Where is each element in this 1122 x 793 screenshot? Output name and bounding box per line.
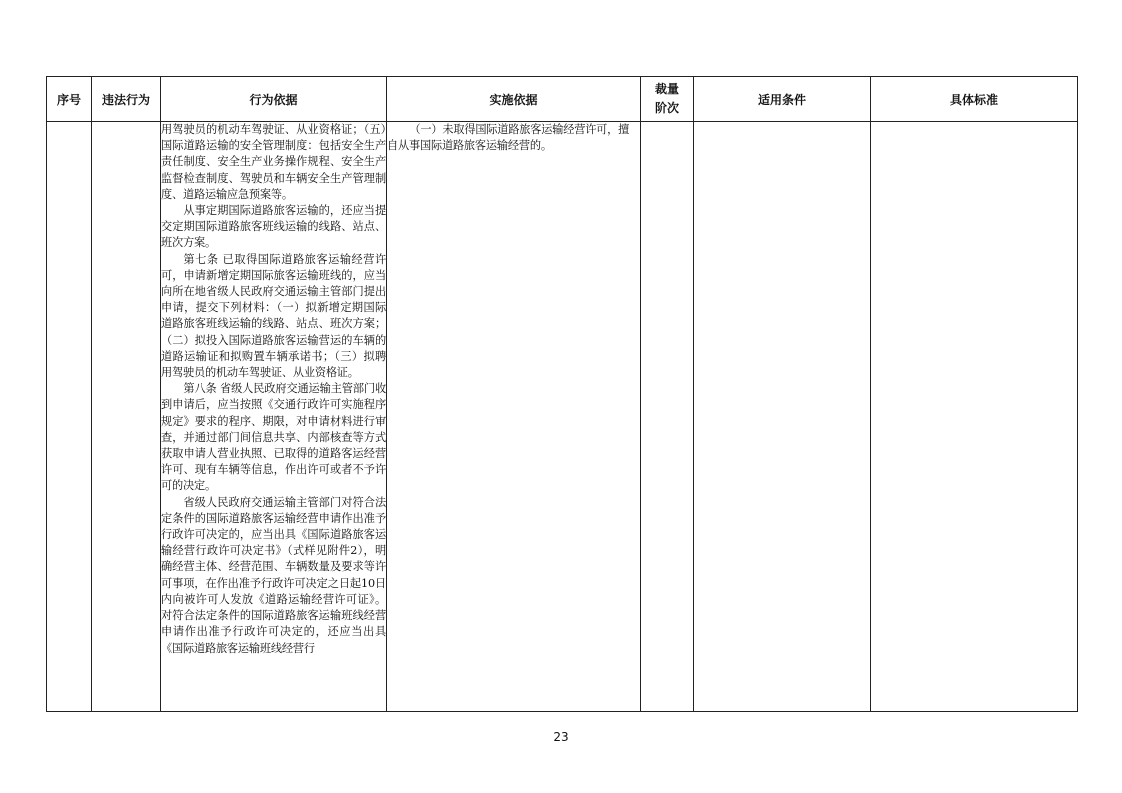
header-violation: 违法行为 (92, 77, 161, 122)
basis-paragraph: 第七条 已取得国际道路旅客运输经营许可，申请新增定期国际旅客运输班线的，应当向所在地省级人民政府交通运输主管部门提出申请，提交下列材料：（一）拟新增定期国际道路旅客班线运输的线路、站点、班次方案；（二）拟投入国际道路旅客运输营运的车辆的道路运输证和拟购置车辆承诺书；（三）拟聘用驾驶员的机动车驾驶证、从业资格证。 (161, 252, 386, 380)
table-row (47, 122, 1078, 712)
cell-violation (92, 122, 161, 712)
header-discretion-level-line2: 阶次 (654, 101, 679, 115)
header-serial-number: 序号 (47, 77, 92, 122)
cell-applicable-conditions (694, 122, 871, 712)
header-implementation-basis: 实施依据 (387, 77, 641, 122)
implementation-text: （一）未取得国际道路旅客运输经营许可，擅自从事国际道路旅客运输经营的。 (387, 123, 630, 153)
header-behavior-basis: 行为依据 (161, 77, 387, 122)
cell-discretion-level (641, 122, 694, 712)
cell-specific-standards (871, 122, 1078, 712)
cell-behavior-basis (161, 122, 387, 712)
page-number: 23 (553, 730, 569, 744)
basis-paragraph: 用驾驶员的机动车驾驶证、从业资格证；（五）国际道路运输的安全管理制度：包括安全生产责任制度、安全生产业务操作规程、安全生产监督检查制度、驾驶员和车辆安全生产管理制度、道路运输应急预案等。 (161, 123, 386, 201)
basis-paragraph: 省级人民政府交通运输主管部门对符合法定条件的国际道路旅客运输经营申请作出准予行政许可决定的，应当出具《国际道路旅客运输经营行政许可决定书》（式样见附件2），明确经营主体、经营范围、车辆数量及要求等许可事项，在作出准予行政许可决定之日起10日内向被许可人发放《道路运输经营许可证》。对符合法定条件的国际道路旅客运输班线经营申请作出准予行政许可决定的，还应当出具《国际道路旅客运输班线经营行 (161, 495, 386, 655)
header-specific-standards: 具体标准 (871, 77, 1078, 122)
cell-serial-number (47, 122, 92, 712)
header-applicable-conditions: 适用条件 (694, 77, 871, 122)
header-discretion-level-line1: 裁量 (654, 82, 679, 96)
basis-paragraph: 第八条 省级人民政府交通运输主管部门收到申请后，应当按照《交通行政许可实施程序规定》要求的程序、期限，对申请材料进行审查，并通过部门间信息共享、内部核查等方式获取申请人营业执照、已取得的道路客运经营许可、现有车辆等信息，作出许可或者不予许可的决定。 (161, 382, 386, 493)
penalty-discretion-table (46, 76, 1078, 712)
header-discretion-level (641, 77, 694, 122)
table-header-row (47, 77, 1078, 122)
basis-paragraph: 从事定期国际道路旅客运输的，还应当提交定期国际道路旅客班线运输的线路、站点、班次方案。 (161, 204, 386, 250)
cell-implementation-basis (387, 122, 641, 712)
